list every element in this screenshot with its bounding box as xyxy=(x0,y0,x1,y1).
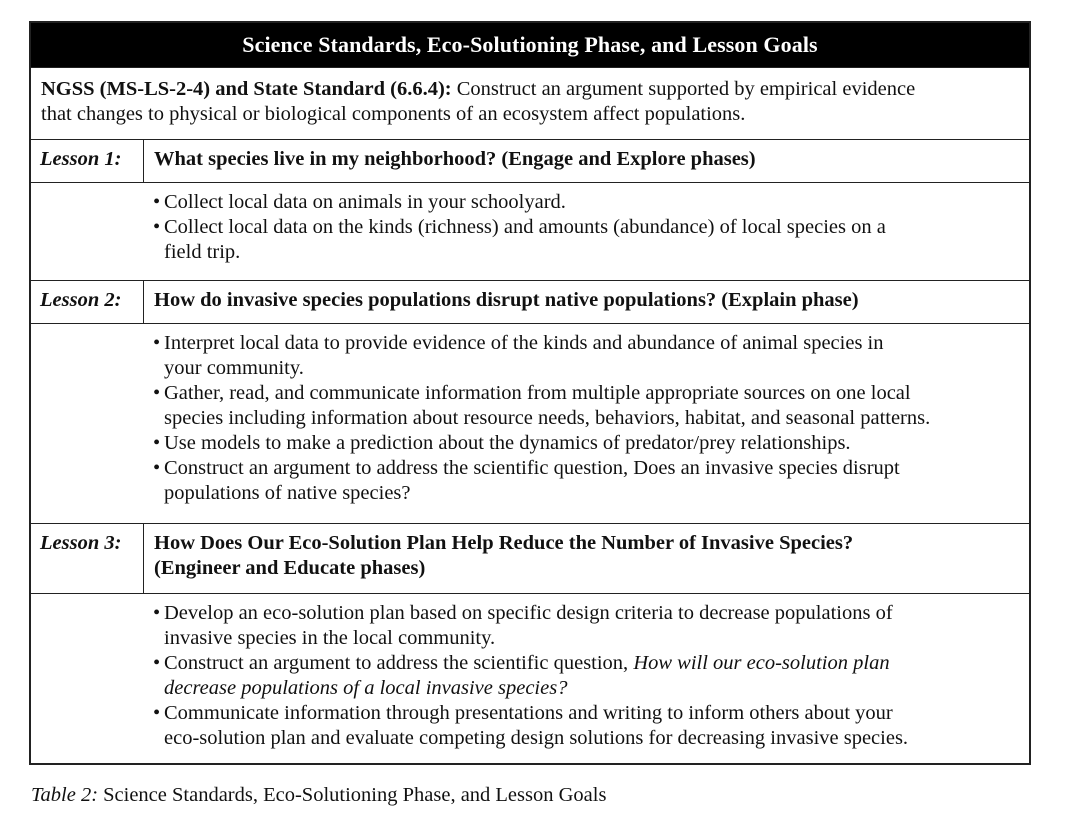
list-item: • Collect local data on the kinds (richness) and amounts (abundance) of local species on a field trip. xyxy=(153,216,886,263)
lesson-goals-table xyxy=(29,21,1031,765)
lesson-1-title-row xyxy=(31,139,1029,182)
list-item: • Develop an eco-solution plan based on specific design criteria to decrease populations of invasive species in the local community. xyxy=(153,602,893,649)
lesson-2-goals xyxy=(144,324,1029,523)
standard-text-2: that changes to physical or biological components of an ecosystem affect populations. xyxy=(41,103,746,125)
table-header: Science Standards, Eco-Solutioning Phase, and Lesson Goals xyxy=(31,23,1029,67)
standard-text-1: Construct an argument supported by empirical evidence xyxy=(451,78,916,100)
lesson-1-title: What species live in my neighborhood? (Engage and Explore phases) xyxy=(154,148,756,170)
table-caption xyxy=(31,783,606,808)
lesson-1-empty-cell xyxy=(31,183,144,280)
lesson-3-goals xyxy=(144,594,1029,763)
lesson-3-goals-row xyxy=(31,593,1029,763)
caption-label: Table 2: xyxy=(31,784,99,806)
lesson-3-title: How Does Our Eco-Solution Plan Help Reduce the Number of Invasive Species? (Engineer and Educate phases) xyxy=(154,532,854,579)
standard-row xyxy=(31,67,1029,139)
standard-label: NGSS (MS-LS-2-4) and State Standard (6.6.4): xyxy=(41,78,452,100)
lesson-2-title: How do invasive species populations disrupt native populations? (Explain phase) xyxy=(154,289,859,311)
list-item: • Collect local data on animals in your schoolyard. xyxy=(153,191,566,213)
lesson-2-goals-row xyxy=(31,323,1029,523)
lesson-2-title-row xyxy=(31,280,1029,323)
lesson-1-goals xyxy=(144,183,1029,280)
caption-text: Science Standards, Eco-Solutioning Phase, and Lesson Goals xyxy=(98,784,607,806)
lesson-2-label: Lesson 2: xyxy=(31,281,144,323)
lesson-3-label: Lesson 3: xyxy=(31,524,144,593)
list-item: • Use models to make a prediction about the dynamics of predator/prey relationships. xyxy=(153,432,851,454)
lesson-1-goals-row xyxy=(31,182,1029,280)
list-item: • Communicate information through presentations and writing to inform others about your eco-solution plan and evaluate competing design solutions for decreasing invasive species. xyxy=(153,702,909,749)
lesson-3-title-row xyxy=(31,523,1029,593)
list-item: • Interpret local data to provide evidence of the kinds and abundance of animal species in your community. xyxy=(153,332,884,379)
list-item: • Gather, read, and communicate information from multiple appropriate sources on one local species including information about resource needs, behaviors, habitat, and seasonal patterns. xyxy=(153,382,931,429)
lesson-1-label: Lesson 1: xyxy=(31,140,144,182)
list-item: • Construct an argument to address the scientific question, Does an invasive species disrupt populations of native species? xyxy=(153,457,900,504)
lesson-3-empty-cell xyxy=(31,594,144,763)
lesson-2-empty-cell xyxy=(31,324,144,523)
list-item: • Construct an argument to address the scientific question, How will our eco-solution plan decrease populations of a local invasive species? xyxy=(153,652,890,699)
